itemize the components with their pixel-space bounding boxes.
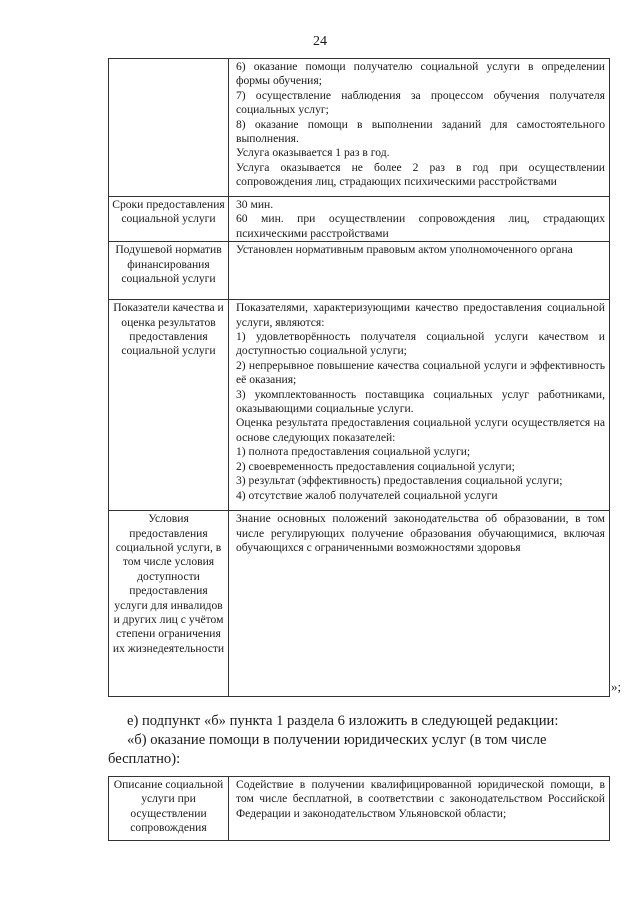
amendment-subitem-continuation: бесплатно): [108, 751, 181, 767]
table-cell-label: Подушевой норматив финансирования социальной услуги [109, 242, 229, 300]
amendment-subitem: «б) оказание помощи в получении юридических услуг (в том числе [127, 732, 547, 748]
paragraph: 2) непрерывное повышение качества социальной услуги и эффективность её оказания; [236, 358, 605, 387]
paragraph: Услуга оказывается не более 2 раз в год при осуществлении сопровождения лиц, страдающих психическими расстройствами [236, 160, 605, 189]
table-row [109, 59, 610, 197]
paragraph: 3) укомплектованность поставщика социальных услуг работниками, оказывающими социальные услуги. [236, 387, 605, 416]
table-cell-content: Содействие в получении квалифицированной юридической помощи, в том числе бесплатной, в соответствии с законодательством Российской Федерации и законодательством Ульяновской области; [229, 777, 610, 841]
closing-quote-mark: »; [611, 679, 622, 694]
paragraph: Знание основных положений законодательства об образовании, в том числе регулирующих получение образования обучающимися, включая обучающихся с ограниченными возможностями здоровья [236, 512, 605, 555]
legal-aid-table [108, 776, 610, 841]
paragraph: 2) своевременность предоставления социальной услуги; [236, 459, 515, 473]
paragraph: Услуга оказывается 1 раз в год. [236, 146, 390, 160]
table-cell-content [229, 242, 610, 300]
table-cell-content [229, 300, 610, 511]
paragraph: Оценка результата предоставления социальной услуги осуществляется на основе следующих показателей: [236, 416, 605, 444]
table-cell-label: Сроки предоставления социальной услуги [109, 197, 229, 242]
table-cell-label: Описание социальной услуги при осуществлении сопровождения [109, 777, 229, 841]
table-cell-content [229, 59, 610, 197]
paragraph: 8) оказание помощи в выполнении заданий для самостоятельного выполнения. [236, 117, 605, 146]
amendment-paragraph: е) подпункт «б» пункта 1 раздела 6 изложить в следующей редакции: [127, 713, 559, 729]
paragraph: 30 мин. [236, 198, 274, 211]
paragraph: 6) оказание помощи получателю социальной услуги в определении формы обучения; [236, 60, 605, 88]
table-row [109, 242, 610, 300]
table-row [109, 197, 610, 242]
paragraph: 1) полнота предоставления социальной услуги; [236, 445, 471, 459]
paragraph: 1) удовлетворённость получателя социальной услуги качеством и доступностью социальной услуги; [236, 330, 605, 358]
paragraph: 7) осуществление наблюдения за процессом обучения получателя социальных услуг; [236, 88, 605, 117]
service-standard-table [108, 58, 610, 697]
paragraph: Показателями, характеризующими качество предоставления социальной услуги, являются: [236, 301, 605, 329]
page-number: 24 [313, 34, 327, 49]
paragraph: 60 мин. при осуществлении сопровождения лиц, страдающих психическими расстройствами [236, 212, 605, 240]
table-cell-label: Условия предоставления социальной услуги, в том числе условия доступности предоставления услуги для инвалидов и других лиц с учётом степени ограничения их жизнедеятельности [109, 511, 229, 697]
table-row [109, 300, 610, 511]
table-cell-label: Показатели качества и оценка результатов предоставления социальной услуги [109, 300, 229, 511]
paragraph: Установлен нормативным правовым актом уполномоченного органа [236, 243, 573, 257]
table-cell-label [109, 59, 229, 197]
paragraph: 4) отсутствие жалоб получателей социальной услуги [236, 488, 498, 502]
table-row [109, 777, 610, 841]
table-cell-content [229, 197, 610, 242]
paragraph: 3) результат (эффективность) предоставления социальной услуги; [236, 474, 563, 488]
table-row [109, 511, 610, 697]
table-cell-content [229, 511, 610, 697]
